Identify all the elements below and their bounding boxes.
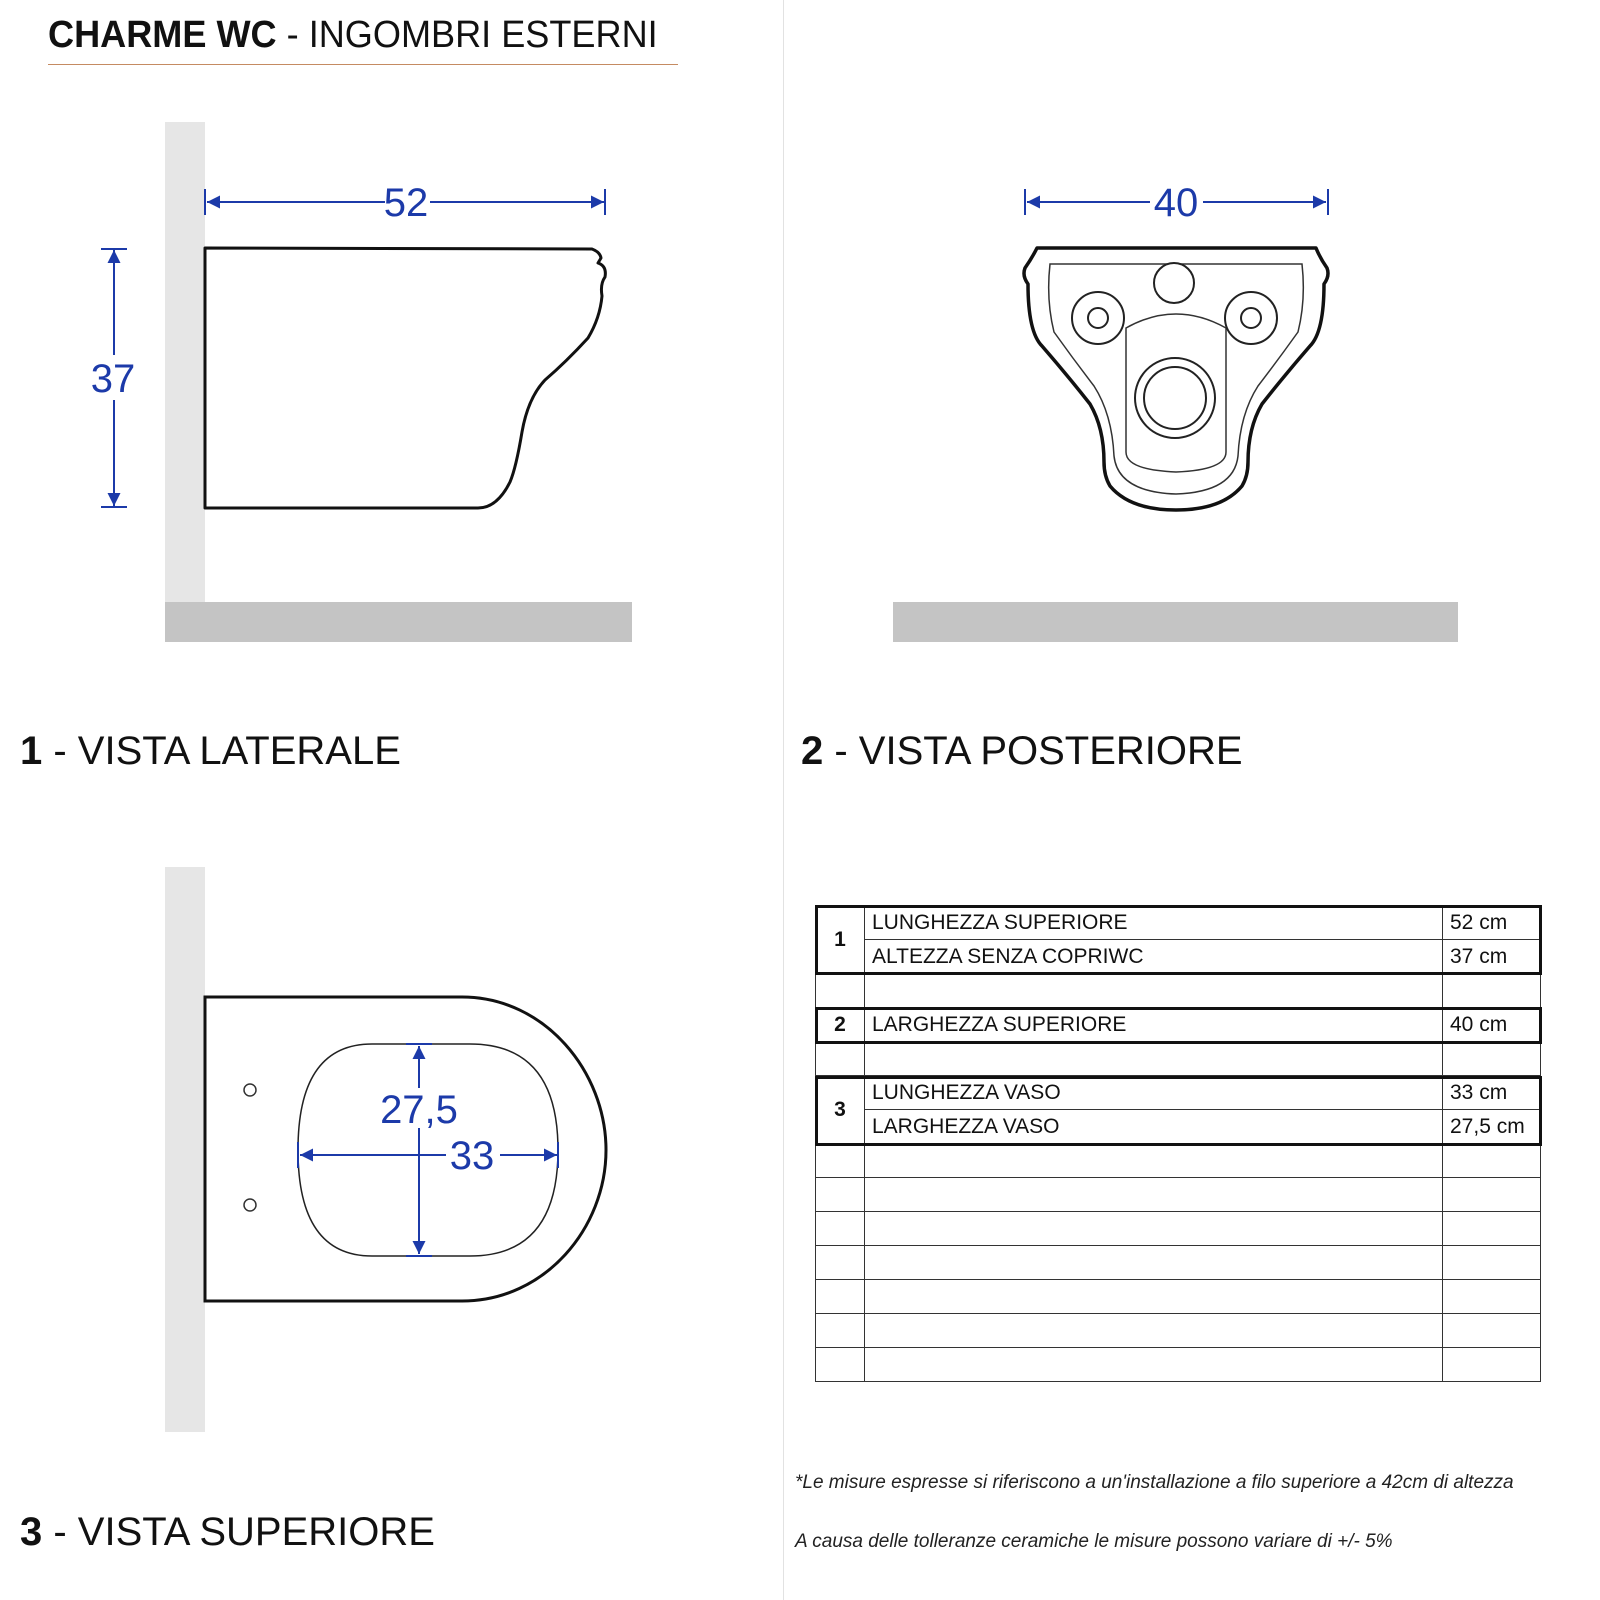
table-cell-group-number <box>816 1314 865 1348</box>
table-row <box>816 1314 1541 1348</box>
view-label-top <box>20 1508 435 1556</box>
table-row <box>816 1246 1541 1280</box>
table-cell-group-number <box>816 974 865 1008</box>
table-cell-group-number <box>816 1246 865 1280</box>
table-cell-group-number: 1 <box>816 906 865 974</box>
table-row <box>816 1144 1541 1178</box>
table-cell-value: 27,5 cm <box>1443 1110 1541 1144</box>
table-cell-value <box>1443 1314 1541 1348</box>
table-cell-label: LUNGHEZZA VASO <box>865 1076 1443 1110</box>
title-product: CHARME WC <box>48 14 277 56</box>
table-row <box>816 974 1541 1008</box>
table-cell-label <box>865 1314 1443 1348</box>
view-number: 3 <box>20 1510 43 1554</box>
table-row <box>816 1110 1541 1144</box>
side-view <box>91 122 632 642</box>
table-cell-label <box>865 974 1443 1008</box>
dimensions-table-body <box>816 906 1541 1382</box>
seat-hinge-hole <box>244 1199 256 1211</box>
table-row <box>816 1008 1541 1042</box>
table-cell-value: 40 cm <box>1443 1008 1541 1042</box>
table-cell-group-number <box>816 1348 865 1382</box>
view-title: - VISTA SUPERIORE <box>42 1510 435 1554</box>
table-cell-label: ALTEZZA SENZA COPRIWC <box>865 940 1443 974</box>
table-row <box>816 906 1541 940</box>
table-row <box>816 1042 1541 1076</box>
drain-outlet-inner <box>1144 367 1206 429</box>
table-cell-value <box>1443 1178 1541 1212</box>
wall-top <box>165 867 205 1432</box>
view-number: 1 <box>20 729 43 773</box>
table-cell-value <box>1443 1144 1541 1178</box>
table-cell-label <box>865 1246 1443 1280</box>
table-row <box>816 1280 1541 1314</box>
table-cell-group-number <box>816 1212 865 1246</box>
table-cell-group-number <box>816 1280 865 1314</box>
table-cell-value <box>1443 974 1541 1008</box>
view-title: - VISTA LATERALE <box>42 729 401 773</box>
table-cell-value: 33 cm <box>1443 1076 1541 1110</box>
table-cell-label <box>865 1178 1443 1212</box>
table-cell-group-number <box>816 1042 865 1076</box>
wall-side <box>165 122 205 602</box>
table-cell-label <box>865 1348 1443 1382</box>
fixing-hole-left-inner <box>1088 308 1108 328</box>
top-view <box>165 867 606 1432</box>
dimensions-table <box>815 905 1541 1382</box>
table-row <box>816 1076 1541 1110</box>
table-row <box>816 1348 1541 1382</box>
dim-top-width: 27,5 <box>380 1088 458 1132</box>
table-cell-label <box>865 1212 1443 1246</box>
table-cell-value <box>1443 1042 1541 1076</box>
footnote-tolerance: A causa delle tolleranze ceramiche le misure possono variare di +/- 5% <box>795 1531 1393 1552</box>
water-inlet-icon <box>1154 263 1194 303</box>
back-view <box>893 181 1458 642</box>
footnote-installation: *Le misure espresse si riferiscono a un'installazione a filo superiore a 42cm di altezza <box>795 1472 1514 1493</box>
table-cell-label <box>865 1280 1443 1314</box>
table-cell-value: 52 cm <box>1443 906 1541 940</box>
table-cell-value <box>1443 1280 1541 1314</box>
table-cell-group-number <box>816 1144 865 1178</box>
table-cell-label: LARGHEZZA SUPERIORE <box>865 1008 1443 1042</box>
table-cell-value <box>1443 1212 1541 1246</box>
table-row <box>816 940 1541 974</box>
dim-side-height: 37 <box>90 357 136 401</box>
table-cell-label: LARGHEZZA VASO <box>865 1110 1443 1144</box>
view-number: 2 <box>801 729 824 773</box>
seat-hinge-hole <box>244 1084 256 1096</box>
view-label-back <box>801 727 1243 775</box>
floor-side <box>165 602 632 642</box>
wc-side-outline <box>205 248 605 508</box>
title-subtitle: - INGOMBRI ESTERNI <box>276 14 658 56</box>
view-label-side <box>20 727 401 775</box>
dim-back-width: 40 <box>1153 181 1199 225</box>
table-cell-group-number: 3 <box>816 1076 865 1144</box>
view-title: - VISTA POSTERIORE <box>823 729 1243 773</box>
table-row <box>816 1212 1541 1246</box>
floor-back <box>893 602 1458 642</box>
table-row <box>816 1178 1541 1212</box>
table-cell-value <box>1443 1348 1541 1382</box>
table-cell-label <box>865 1042 1443 1076</box>
dim-top-length: 33 <box>449 1134 495 1178</box>
table-cell-value: 37 cm <box>1443 940 1541 974</box>
table-cell-value <box>1443 1246 1541 1280</box>
table-cell-group-number: 2 <box>816 1008 865 1042</box>
table-cell-label <box>865 1144 1443 1178</box>
dim-side-length: 52 <box>383 181 429 225</box>
table-cell-label: LUNGHEZZA SUPERIORE <box>865 906 1443 940</box>
table-cell-group-number <box>816 1178 865 1212</box>
fixing-hole-right-inner <box>1241 308 1261 328</box>
